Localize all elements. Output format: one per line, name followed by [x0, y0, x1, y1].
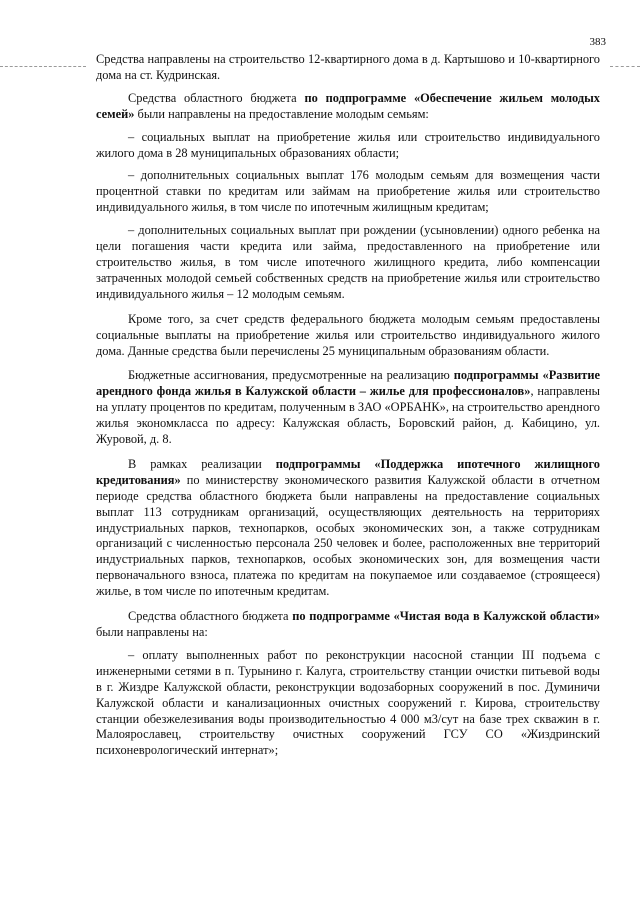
page-number: 383	[589, 36, 606, 48]
program-title-bold: по подпрограмме «Обеспечение жильем молодых семей»	[96, 90, 601, 121]
paragraph-7	[96, 368, 600, 448]
paragraph-2	[96, 91, 600, 123]
text-run: Средства областного бюджета	[128, 609, 293, 624]
text-run: – дополнительных социальных выплат 176 молодым семьям для возмещения части процентной ставки по кредитам или займам на приобретение жилья или строительство индивидуального жилья, в том числе по ипотечным жилищным кредитам;	[96, 168, 600, 215]
paragraph-9	[96, 609, 600, 641]
text-run: Средства направлены на строительство 12-квартирного дома в д. Картышово и 10-квартирного дома на ст. Кудринская.	[96, 52, 600, 82]
program-title-bold: подпрограммы «Поддержка ипотечного жилищного кредитования»	[96, 456, 600, 487]
text-run: – дополнительных социальных выплат при рождении (усыновлении) одного ребенка на цели погашения части кредита или займа, предоставленного на приобретение или строительство жилья, в том числе ипотечного жилищного кредита, либо компенсации затраченных молодой семьей собственных средств на приобретение жилья или строительство индивидуального жилья – 12 молодым семьям.	[96, 223, 600, 301]
text-run: В рамках реализации	[128, 456, 276, 471]
paragraph-4	[96, 168, 600, 216]
text-run: Кроме того, за счет средств федерального бюджета молодым семьям предоставлены социальные выплаты на приобретение жилья или строительство индивидуального жилого дома. Данные средства были перечислены 25 муниципальным образованиям области.	[96, 311, 600, 358]
text-run: , направлены на уплату процентов по кредитам, полученным в ЗАО «ОРБАНК», на строительство арендного жилья экономкласса по адресу: Калужская область, Боровский район, д. Кабицино, ул. Журовой, д. 8.	[96, 384, 600, 447]
program-title-bold: подпрограммы «Развитие арендного фонда жилья в Калужской области – жилье для профессионалов»	[96, 368, 600, 399]
paragraph-10	[96, 648, 600, 759]
text-run: Бюджетные ассигнования, предусмотренные на реализацию	[128, 368, 454, 383]
paragraph-3	[96, 130, 600, 162]
paragraph-1	[96, 52, 600, 84]
text-run: – оплату выполненных работ по реконструкции насосной станции III подъема с инженерными сетями в п. Турынино г. Калуга, строительству станции очистки питьевой воды в г. Жиздре Калужской области, реконструкции водозаборных сооружений в пос. Думиничи Калужской области и канализационных очистных сооружений г. Кирова, строительству станции обезжелезивания воды производительностью 4 000 м3/сут на базе трех скважин в г. Малоярославец, строительству очистных сооружений ГСУ СО «Жиздринский психоневрологический интернат»;	[96, 647, 600, 758]
text-run: Средства областного бюджета	[128, 90, 305, 105]
scan-artifact-line	[0, 66, 86, 67]
document-body	[96, 52, 600, 766]
text-run: по министерству экономического развития Калужской области в отчетном периоде средства областного бюджета были направлены на предоставление социальных выплат 113 сотрудникам организаций, осуществляющих деятельность на территориях индустриальных парков, технопарков, особых экономических зон, а также сотрудникам организаций с численностью персонала 250 человек и более, расположенных вне территорий индустриальных парков, технопарков, особых экономических зон, для возмещения части первоначального взноса, платежа по кредитам на покупаемое или создаваемое (строящееся) жилье, в том числе по ипотечным кредитам.	[96, 472, 600, 599]
paragraph-8	[96, 457, 600, 600]
text-run: были направлены на предоставление молодым семьям:	[134, 106, 429, 121]
scan-artifact-line-right	[610, 66, 640, 67]
paragraph-5	[96, 223, 600, 303]
paragraph-6	[96, 312, 600, 360]
program-title-bold: по подпрограмме «Чистая вода в Калужской области»	[292, 609, 600, 624]
text-run: – социальных выплат на приобретение жилья или строительство индивидуального жилого дома в 28 муниципальных образованиях области;	[96, 129, 600, 160]
text-run: были направлены на:	[96, 625, 208, 639]
